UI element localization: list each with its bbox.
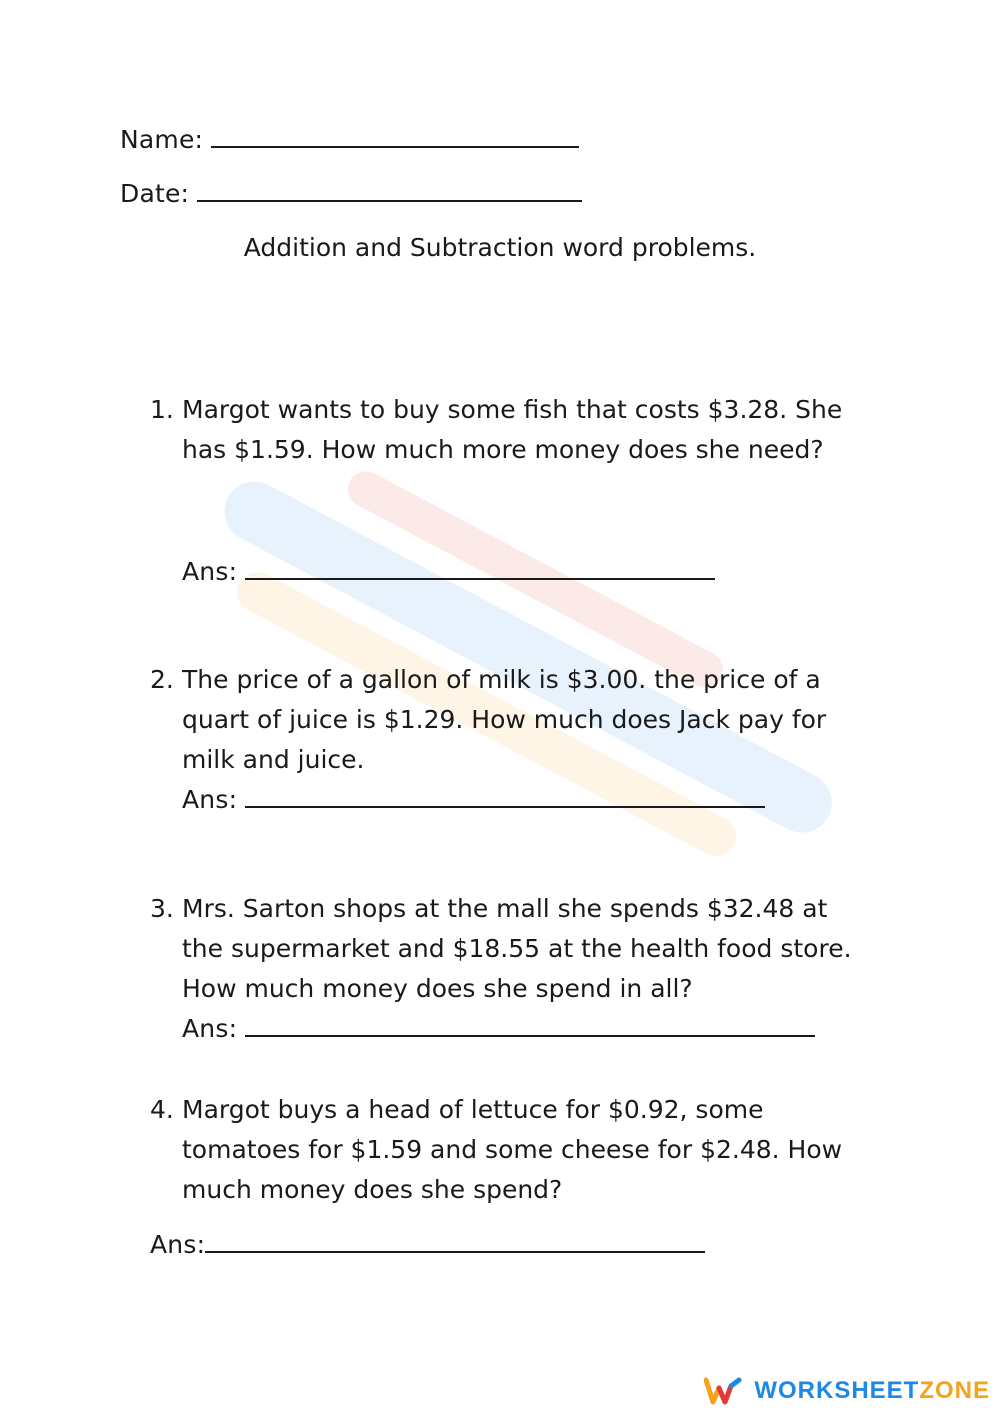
answer-row-2 xyxy=(182,780,765,820)
question-line: milk and juice. xyxy=(182,745,365,774)
worksheetzone-w-icon xyxy=(704,1376,742,1406)
answer-field-1[interactable] xyxy=(245,554,715,580)
answer-label: Ans: xyxy=(182,785,238,814)
date-row xyxy=(120,174,582,214)
logo-word-worksheet: WORKSHEET xyxy=(754,1377,920,1404)
question-number: 3. xyxy=(150,894,174,923)
answer-row-4 xyxy=(150,1225,705,1265)
question-number: 2. xyxy=(150,665,174,694)
question-line: quart of juice is $1.29. How much does Jack pay for xyxy=(182,705,827,734)
date-label: Date: xyxy=(120,179,190,208)
answer-row-3 xyxy=(182,1009,815,1049)
answer-label: Ans: xyxy=(182,557,238,586)
question-line: much money does she spend? xyxy=(182,1175,563,1204)
logo-text xyxy=(754,1377,990,1405)
question-line: the supermarket and $18.55 at the health food store. xyxy=(182,934,852,963)
question-3-text xyxy=(182,889,852,1009)
question-number: 4. xyxy=(150,1095,174,1124)
question-line: Margot buys a head of lettuce for $0.92, some xyxy=(182,1095,764,1124)
answer-field-4[interactable] xyxy=(205,1227,705,1253)
question-line: Margot wants to buy some fish that costs $3.28. She xyxy=(182,395,843,424)
question-4-text xyxy=(182,1090,842,1210)
worksheetzone-logo[interactable] xyxy=(694,1369,1000,1413)
answer-label: Ans: xyxy=(150,1230,206,1259)
answer-label: Ans: xyxy=(182,1014,238,1043)
question-line: has $1.59. How much more money does she need? xyxy=(182,435,824,464)
worksheet-title: Addition and Subtraction word problems. xyxy=(243,233,757,262)
question-line: Mrs. Sarton shops at the mall she spends $32.48 at xyxy=(182,894,828,923)
question-line: How much money does she spend in all? xyxy=(182,974,693,1003)
answer-row-1 xyxy=(182,552,715,592)
question-line: The price of a gallon of milk is $3.00. the price of a xyxy=(182,665,821,694)
name-row xyxy=(120,120,579,160)
question-number: 1. xyxy=(150,395,174,424)
name-field[interactable] xyxy=(211,122,579,148)
date-field[interactable] xyxy=(197,176,582,202)
name-label: Name: xyxy=(120,125,204,154)
question-2-text xyxy=(182,660,826,780)
question-line: tomatoes for $1.59 and some cheese for $2.48. How xyxy=(182,1135,843,1164)
question-1-text xyxy=(182,390,842,470)
logo-word-zone: ZONE xyxy=(919,1377,990,1404)
answer-field-3[interactable] xyxy=(245,1011,815,1037)
answer-field-2[interactable] xyxy=(245,782,765,808)
